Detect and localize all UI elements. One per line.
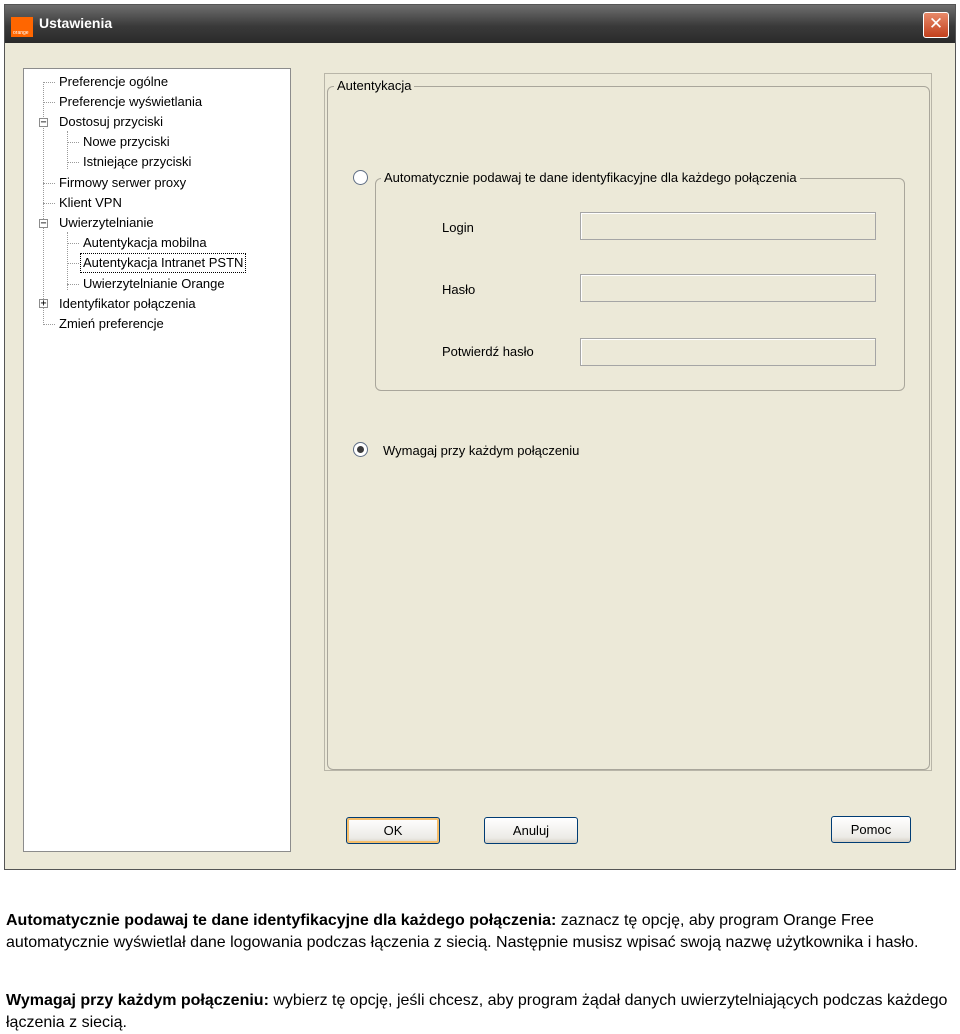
confirm-password-label: Potwierdź hasło [442, 344, 534, 359]
window-title: Ustawienia [39, 15, 113, 31]
orange-logo-icon [11, 17, 33, 37]
collapse-icon[interactable]: − [40, 218, 47, 229]
description-auto-heading: Automatycznie podawaj te dane identyfikacyjne dla każdego połączenia: [6, 912, 557, 929]
tree-item-istniejace-przyciski[interactable]: Istniejące przyciski [83, 154, 192, 169]
tree-item-firmowy-serwer-proxy[interactable]: Firmowy serwer proxy [59, 175, 187, 190]
collapse-icon[interactable]: − [40, 117, 47, 128]
tree-item-autentykacja-mobilna[interactable]: Autentykacja mobilna [83, 235, 207, 250]
expand-icon[interactable]: + [40, 298, 47, 309]
confirm-password-field[interactable] [580, 338, 876, 366]
cancel-button[interactable]: Anuluj [484, 817, 578, 844]
tree-item-zmien-preferencje[interactable]: Zmień preferencje [59, 316, 164, 331]
description-prompt-text: wybierz tę opcję, jeśli chcesz, aby program żądał danych uwierzytelniających podczas każdego łączenia z siecią. [6, 992, 948, 1031]
login-label: Login [442, 220, 474, 235]
description-paragraph-prompt [6, 990, 956, 1034]
tree-item-dostosuj-przyciski[interactable]: Dostosuj przyciski [59, 114, 164, 129]
tree-item-preferencje-ogolne[interactable]: Preferencje ogólne [59, 74, 169, 89]
tree-item-nowe-przyciski[interactable]: Nowe przyciski [83, 134, 170, 149]
group-title: Autentykacja [334, 78, 414, 93]
auto-credentials-radio[interactable] [353, 170, 368, 185]
tree-item-uwierzytelnianie-orange[interactable]: Uwierzytelnianie Orange [83, 276, 225, 291]
description-prompt-heading: Wymagaj przy każdym połączeniu: [6, 992, 269, 1009]
prompt-each-connection-label[interactable]: Wymagaj przy każdym połączeniu [383, 443, 580, 458]
tree-item-identyfikator-polaczenia[interactable]: Identyfikator połączenia [59, 296, 196, 311]
settings-panel [324, 73, 932, 771]
help-button[interactable]: Pomoc [831, 816, 911, 843]
settings-dialog [4, 4, 956, 870]
password-label: Hasło [442, 282, 476, 297]
ok-button[interactable]: OK [346, 817, 440, 844]
tree-item-preferencje-wyswietlania[interactable]: Preferencje wyświetlania [59, 94, 203, 109]
tree-item-klient-vpn[interactable]: Klient VPN [59, 195, 122, 210]
close-button[interactable]: ✕ [923, 12, 949, 38]
settings-tree[interactable] [23, 68, 291, 852]
auto-credentials-label[interactable]: Automatycznie podawaj te dane identyfikacyjne dla każdego połączenia [381, 170, 800, 185]
password-field[interactable] [580, 274, 876, 302]
login-field[interactable] [580, 212, 876, 240]
description-auto-text: zaznacz tę opcję, aby program Orange Free automatycznie wyświetlał dane logowania podczas łączenia z siecią. Następnie musisz wpisać swoją nazwę użytkownika i hasło. [6, 912, 919, 951]
tree-item-uwierzytelnianie[interactable]: Uwierzytelnianie [59, 215, 154, 230]
title-bar[interactable] [5, 5, 955, 43]
tree-item-autentykacja-intranet-pstn[interactable]: Autentykacja Intranet PSTN [83, 255, 244, 270]
prompt-each-connection-radio[interactable] [353, 442, 368, 457]
description-paragraph-auto [6, 910, 956, 954]
